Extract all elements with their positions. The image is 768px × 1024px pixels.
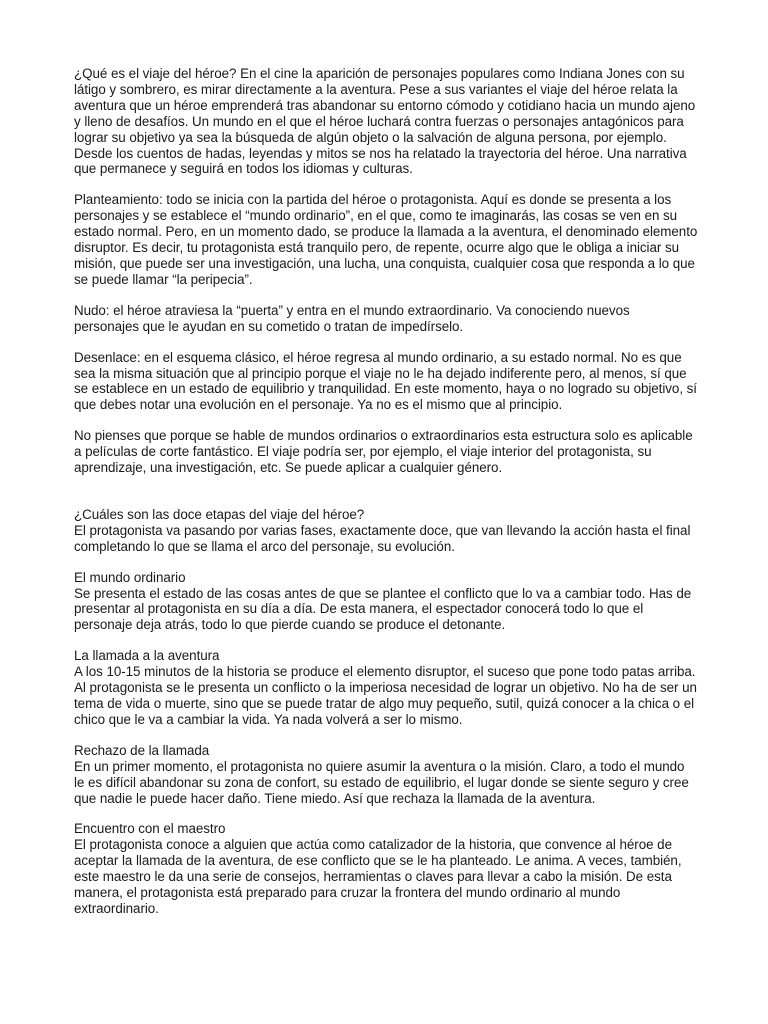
nudo-paragraph: Nudo: el héroe atraviesa la “puerta” y entra en el mundo extraordinario. Va conociendo nuevos personajes que le ayudan en su cometido o tratan de impedírselo. (74, 302, 630, 334)
desenlace-paragraph: Desenlace: en el esquema clásico, el héroe regresa al mundo ordinario, a su estado normal. No es que sea la misma situación que al principio porque el viaje no le ha dejado indiferente pero, al menos, sí que se establece en un estado de equilibrio y tranquilidad. En este momento, haya o no logrado su objetivo, sí que debes notar una evolución en el personaje. Ya no es el mismo que al principio. (74, 349, 697, 413)
section-doce-etapas (74, 507, 698, 555)
section-heading: El mundo ordinario (74, 569, 186, 585)
section-heading: ¿Cuáles son las doce etapas del viaje del héroe? (74, 506, 365, 522)
section-body: A los 10-15 minutos de la historia se produce el elemento disruptor, el suceso que pone todo patas arriba. Al protagonista se le presenta un conflicto o la imperiosa necesidad de lograr un objetivo. No ha de ser un tema de vida o muerte, sino que se puede tratar de algo muy pequeño, sutil, quizá conocer a la chica o el chico que le va a cambiar la vida. Ya nada volverá a ser lo mismo. (74, 664, 697, 727)
section-body: Se presenta el estado de las cosas antes de que se plantee el conflicto que lo va a cambiar todo. Has de presentar al protagonista en su día a día. De esta manera, el espectador conocerá todo lo que el personaje deja atrás, todo lo que pierde cuando se produce el detonante. (74, 585, 692, 633)
section-heading: Encuentro con el maestro (74, 821, 226, 837)
section-mundo-ordinario (74, 570, 698, 634)
section-body: El protagonista va pasando por varias fases, exactamente doce, que van llevando la acción hasta el final completando lo que se llama el arco del personaje, su evolución. (74, 522, 691, 554)
intro-paragraph: ¿Qué es el viaje del héroe? En el cine la aparición de personajes populares como Indiana Jones con su látigo y sombrero, es mirar directamente a la aventura. Pese a sus variantes el viaje del héroe relata la aventura que un héroe emprenderá tras abandonar su entorno cómodo y cotidiano hacia un mundo ajeno y lleno de desafíos. Un mundo en el que el héroe luchará contra fuerzas o personajes antagónicos para lograr su objetivo ya sea la búsqueda de algún objeto o la salvación de alguna persona, por ejemplo. Desde los cuentos de hadas, leyendas y mitos se nos ha relatado la trayectoria del héroe. Una narrativa que permanece y seguirá en todos los idiomas y culturas. (74, 66, 696, 177)
section-heading: Rechazo de la llamada (74, 742, 210, 758)
section-heading: La llamada a la aventura (74, 648, 220, 664)
section-rechazo-llamada (74, 743, 698, 807)
section-body: El protagonista conoce a alguien que actúa como catalizador de la historia, que convence al héroe de aceptar la llamada de la aventura, de ese conflicto que se le ha planteado. Le anima. A veces, también, este maestro le da una serie de consejos, herramientas o claves para llevar a cabo la misión. De esta manera, el protagonista está preparado para cruzar la frontera del mundo ordinario al mundo extraordinario. (74, 837, 682, 916)
planteamiento-paragraph: Planteamiento: todo se inicia con la partida del héroe o protagonista. Aquí es donde se presenta a los personajes y se establece el “mundo ordinario”, en el que, como te imaginarás, las cosas se ven en su estado normal. Pero, en un momento dado, se produce la llamada a la aventura, el denominado elemento disruptor. Es decir, tu protagonista está tranquilo pero, de repente, ocurre algo que le obliga a iniciar su misión, que puede ser una investigación, una lucha, una conquista, cualquier cosa que responda a lo que se puede llamar “la peripecia”. (74, 192, 698, 287)
section-body: En un primer momento, el protagonista no quiere asumir la aventura o la misión. Claro, a todo el mundo le es difícil abandonar su zona de confort, su estado de equilibrio, el lugar donde se siente seguro y cree que nadie le puede hacer daño. Tiene miedo. Así que rechaza la llamada de la aventura. (74, 758, 689, 806)
section-encuentro-maestro (74, 821, 698, 916)
document-page (74, 66, 698, 932)
genre-note-paragraph: No pienses que porque se hable de mundos ordinarios o extraordinarios esta estructura solo es aplicable a películas de corte fantástico. El viaje podría ser, por ejemplo, el viaje interior del protagonista, su aprendizaje, una investigación, etc. Se puede aplicar a cualquier género. (74, 428, 693, 476)
section-llamada-aventura (74, 648, 698, 728)
